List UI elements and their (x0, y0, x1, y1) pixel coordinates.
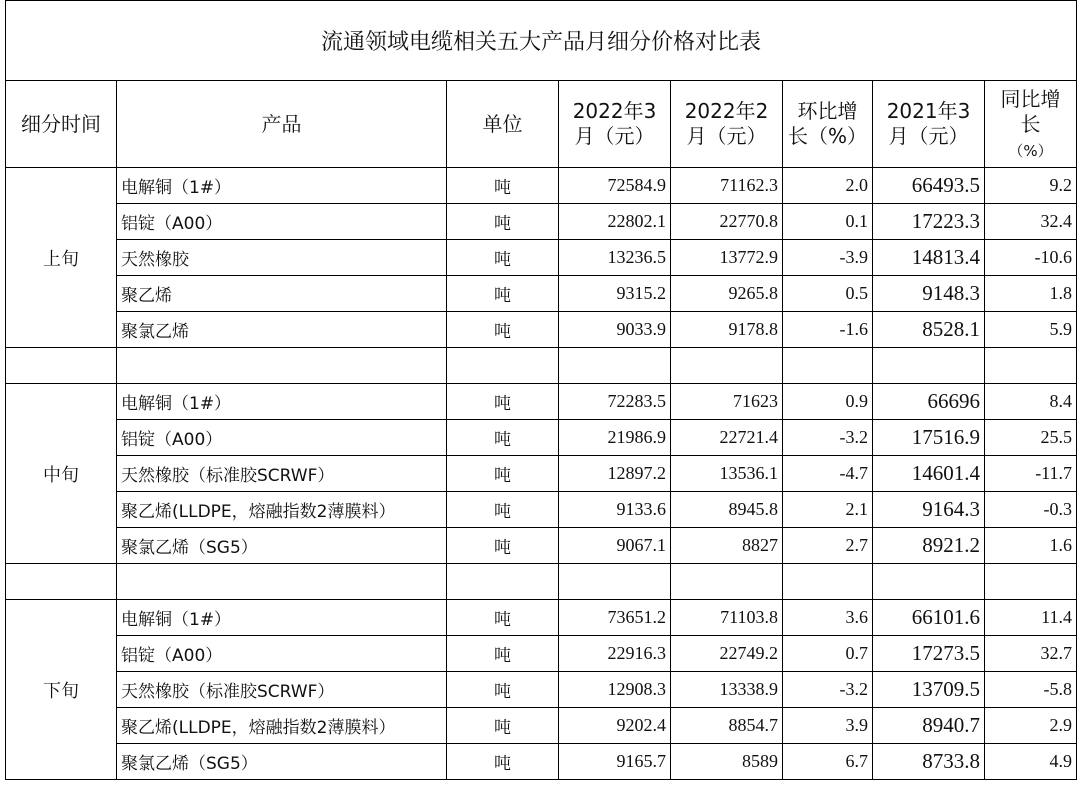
cell-product: 铝锭（A00） (117, 420, 447, 456)
header-mar2022-line2: 月（元） (574, 124, 655, 148)
cell-mar2022: 9315.2 (559, 276, 671, 312)
spacer-cell (873, 564, 985, 600)
spacer-cell (117, 564, 447, 600)
cell-unit: 吨 (447, 240, 559, 276)
cell-mom: 2.7 (783, 528, 873, 564)
cell-mom: 0.5 (783, 276, 873, 312)
cell-yoy: 25.5 (985, 420, 1077, 456)
cell-feb2022: 71162.3 (671, 168, 783, 204)
cell-yoy: 32.7 (985, 636, 1077, 672)
cell-mom: 6.7 (783, 744, 873, 780)
cell-mar2021: 66493.5 (873, 168, 985, 204)
table-row (6, 492, 1077, 528)
cell-feb2022: 9265.8 (671, 276, 783, 312)
cell-feb2022: 71623 (671, 384, 783, 420)
cell-yoy: -5.8 (985, 672, 1077, 708)
header-yoy-line2: 长 (1020, 111, 1041, 136)
table-row (6, 456, 1077, 492)
header-mar2021-line2: 月（元） (888, 124, 969, 148)
cell-feb2022: 8854.7 (671, 708, 783, 744)
spacer-cell (671, 564, 783, 600)
cell-product: 电解铜（1#） (117, 384, 447, 420)
cell-mar2021: 8940.7 (873, 708, 985, 744)
cell-yoy: 1.6 (985, 528, 1077, 564)
table-row (6, 384, 1077, 420)
cell-unit: 吨 (447, 384, 559, 420)
cell-yoy: 8.4 (985, 384, 1077, 420)
table-row (6, 528, 1077, 564)
header-mom-line2: 长（%） (787, 124, 867, 148)
cell-feb2022: 22749.2 (671, 636, 783, 672)
table-row (6, 168, 1077, 204)
table-title: 流通领域电缆相关五大产品月细分价格对比表 (6, 1, 1077, 81)
cell-mar2022: 72283.5 (559, 384, 671, 420)
spacer-cell (117, 348, 447, 384)
cell-unit: 吨 (447, 312, 559, 348)
header-mom (783, 81, 873, 168)
spacer-cell (559, 564, 671, 600)
title-row (6, 1, 1077, 81)
cell-feb2022: 22721.4 (671, 420, 783, 456)
cell-feb2022: 8589 (671, 744, 783, 780)
table-row (6, 204, 1077, 240)
spacer-cell (447, 348, 559, 384)
table-row (6, 708, 1077, 744)
spacer-row (6, 348, 1077, 384)
cell-mar2022: 12908.3 (559, 672, 671, 708)
header-yoy-line3: （%） (1008, 141, 1053, 160)
period-label: 上旬 (6, 168, 117, 348)
cell-yoy: 1.8 (985, 276, 1077, 312)
cell-unit: 吨 (447, 420, 559, 456)
cell-mar2021: 17273.5 (873, 636, 985, 672)
cell-feb2022: 8827 (671, 528, 783, 564)
cell-mom: 3.6 (783, 600, 873, 636)
header-mar2021-line1: 2021年3 (886, 99, 971, 123)
header-period: 细分时间 (6, 81, 117, 168)
spacer-cell (6, 564, 117, 600)
spacer-cell (447, 564, 559, 600)
cell-yoy: 9.2 (985, 168, 1077, 204)
cell-mar2021: 8921.2 (873, 528, 985, 564)
spacer-cell (873, 348, 985, 384)
cell-yoy: 32.4 (985, 204, 1077, 240)
cell-unit: 吨 (447, 204, 559, 240)
table-row (6, 420, 1077, 456)
cell-product: 电解铜（1#） (117, 168, 447, 204)
spacer-row (6, 564, 1077, 600)
cell-mar2021: 17223.3 (873, 204, 985, 240)
price-comparison-table (5, 0, 1077, 780)
cell-mar2022: 13236.5 (559, 240, 671, 276)
cell-mar2021: 14601.4 (873, 456, 985, 492)
cell-product: 天然橡胶（标准胶SCRWF） (117, 456, 447, 492)
header-mar2022 (559, 81, 671, 168)
table-row (6, 276, 1077, 312)
cell-unit: 吨 (447, 708, 559, 744)
cell-product: 聚氯乙烯（SG5） (117, 528, 447, 564)
cell-mar2021: 8528.1 (873, 312, 985, 348)
cell-mar2021: 8733.8 (873, 744, 985, 780)
cell-product: 铝锭（A00） (117, 204, 447, 240)
cell-mar2022: 22802.1 (559, 204, 671, 240)
cell-mar2021: 13709.5 (873, 672, 985, 708)
header-mar2022-line1: 2022年3 (572, 99, 657, 123)
cell-mom: -3.2 (783, 672, 873, 708)
cell-feb2022: 13772.9 (671, 240, 783, 276)
cell-mar2021: 14813.4 (873, 240, 985, 276)
cell-product: 电解铜（1#） (117, 600, 447, 636)
table-row (6, 672, 1077, 708)
header-feb2022-line1: 2022年2 (684, 99, 769, 123)
cell-mom: 2.1 (783, 492, 873, 528)
table-body (6, 1, 1077, 780)
header-row (6, 81, 1077, 168)
cell-feb2022: 13338.9 (671, 672, 783, 708)
cell-unit: 吨 (447, 636, 559, 672)
cell-mar2022: 72584.9 (559, 168, 671, 204)
cell-feb2022: 22770.8 (671, 204, 783, 240)
cell-product: 聚乙烯(LLDPE，熔融指数2薄膜料） (117, 708, 447, 744)
cell-mar2021: 66101.6 (873, 600, 985, 636)
spacer-cell (559, 348, 671, 384)
cell-feb2022: 9178.8 (671, 312, 783, 348)
header-feb2022 (671, 81, 783, 168)
spacer-cell (985, 564, 1077, 600)
cell-mom: -4.7 (783, 456, 873, 492)
header-mar2021 (873, 81, 985, 168)
cell-mar2022: 73651.2 (559, 600, 671, 636)
cell-unit: 吨 (447, 672, 559, 708)
cell-feb2022: 13536.1 (671, 456, 783, 492)
cell-mom: -3.2 (783, 420, 873, 456)
cell-mom: -3.9 (783, 240, 873, 276)
cell-product: 聚氯乙烯（SG5） (117, 744, 447, 780)
cell-product: 聚氯乙烯 (117, 312, 447, 348)
cell-unit: 吨 (447, 744, 559, 780)
cell-product: 天然橡胶（标准胶SCRWF） (117, 672, 447, 708)
cell-mar2021: 66696 (873, 384, 985, 420)
cell-mar2022: 9165.7 (559, 744, 671, 780)
spacer-cell (783, 564, 873, 600)
cell-product: 聚乙烯 (117, 276, 447, 312)
cell-product: 铝锭（A00） (117, 636, 447, 672)
cell-mar2021: 9148.3 (873, 276, 985, 312)
cell-unit: 吨 (447, 528, 559, 564)
cell-yoy: -10.6 (985, 240, 1077, 276)
header-mom-line1: 环比增 (797, 99, 858, 123)
spacer-cell (6, 348, 117, 384)
cell-mom: -1.6 (783, 312, 873, 348)
table-row (6, 636, 1077, 672)
cell-mom: 0.9 (783, 384, 873, 420)
cell-feb2022: 71103.8 (671, 600, 783, 636)
table-row (6, 312, 1077, 348)
table-row (6, 600, 1077, 636)
cell-unit: 吨 (447, 600, 559, 636)
header-feb2022-line2: 月（元） (686, 124, 767, 148)
cell-yoy: 2.9 (985, 708, 1077, 744)
cell-mar2021: 9164.3 (873, 492, 985, 528)
cell-mar2022: 21986.9 (559, 420, 671, 456)
cell-mar2022: 12897.2 (559, 456, 671, 492)
cell-mom: 3.9 (783, 708, 873, 744)
cell-unit: 吨 (447, 168, 559, 204)
header-product: 产品 (117, 81, 447, 168)
cell-mom: 2.0 (783, 168, 873, 204)
cell-mar2022: 9133.6 (559, 492, 671, 528)
cell-yoy: -11.7 (985, 456, 1077, 492)
cell-unit: 吨 (447, 276, 559, 312)
spacer-cell (671, 348, 783, 384)
cell-yoy: 5.9 (985, 312, 1077, 348)
cell-mar2022: 9033.9 (559, 312, 671, 348)
cell-mar2022: 9067.1 (559, 528, 671, 564)
cell-product: 天然橡胶 (117, 240, 447, 276)
cell-unit: 吨 (447, 456, 559, 492)
cell-mom: 0.7 (783, 636, 873, 672)
spacer-cell (783, 348, 873, 384)
cell-mar2022: 9202.4 (559, 708, 671, 744)
header-yoy-line1: 同比增 (1000, 86, 1061, 111)
cell-unit: 吨 (447, 492, 559, 528)
table-row (6, 744, 1077, 780)
cell-yoy: 11.4 (985, 600, 1077, 636)
header-yoy (985, 81, 1077, 168)
header-unit: 单位 (447, 81, 559, 168)
cell-feb2022: 8945.8 (671, 492, 783, 528)
period-label: 下旬 (6, 600, 117, 780)
table-row (6, 240, 1077, 276)
spacer-cell (985, 348, 1077, 384)
cell-product: 聚乙烯(LLDPE，熔融指数2薄膜料） (117, 492, 447, 528)
period-label: 中旬 (6, 384, 117, 564)
cell-mar2022: 22916.3 (559, 636, 671, 672)
cell-mom: 0.1 (783, 204, 873, 240)
cell-yoy: -0.3 (985, 492, 1077, 528)
cell-yoy: 4.9 (985, 744, 1077, 780)
cell-mar2021: 17516.9 (873, 420, 985, 456)
